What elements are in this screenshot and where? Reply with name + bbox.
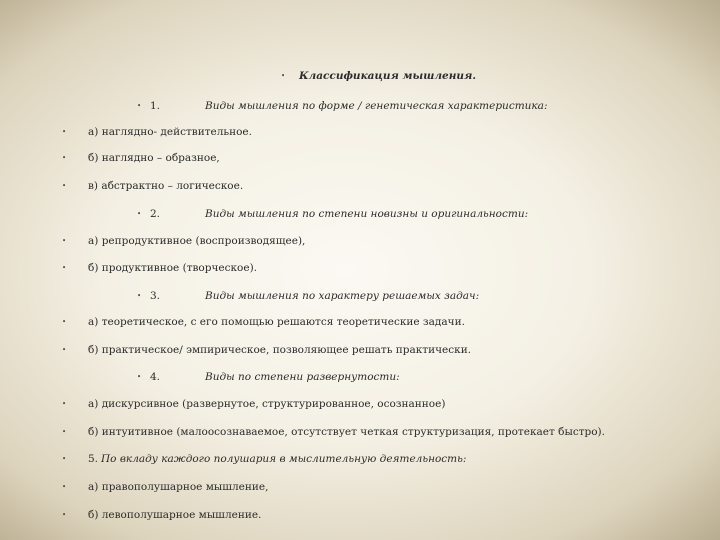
list-item-text: в) абстрактно – логическое. [88, 180, 244, 192]
bullet-icon: • [62, 511, 67, 519]
list-item [0, 124, 720, 140]
bullet-icon: • [62, 400, 67, 408]
bullet-icon: • [137, 210, 142, 218]
list-item-text: а) теоретическое, с его помощью решаются теоретические задачи. [88, 316, 465, 328]
section-heading-text: Виды мышления по характеру решаемых задач: [205, 290, 480, 302]
list-item-text: б) практическое/ эмпирическое, позволяющее решать практически. [88, 344, 472, 356]
bullet-icon: • [62, 455, 67, 463]
list-item-text: б) наглядно – образное, [88, 152, 220, 164]
section-number: 2. [150, 208, 161, 220]
section-number: 4. [150, 371, 161, 383]
section-number: 1. [150, 100, 161, 112]
list-item [0, 314, 720, 330]
section-heading-text: Виды мышления по степени новизны и оригинальности: [205, 208, 529, 220]
list-item-text: б) левополушарное мышление. [88, 509, 262, 521]
bullet-icon: • [62, 346, 67, 354]
section-heading-1 [0, 98, 720, 114]
section-heading-4 [0, 369, 720, 385]
section-heading-3 [0, 288, 720, 304]
section-heading-5 [0, 451, 720, 467]
list-item-text: б) продуктивное (творческое). [88, 262, 258, 274]
list-item [0, 233, 720, 249]
bullet-icon: • [137, 292, 142, 300]
slide-title: Классификация мышления. [299, 70, 476, 82]
list-item-text: а) правополушарное мышление, [88, 481, 269, 493]
list-item-text: а) наглядно- действительное. [88, 126, 252, 138]
list-item [0, 479, 720, 495]
bullet-icon: • [62, 428, 67, 436]
title-row [0, 68, 720, 84]
list-item-text: б) интуитивное (малоосознаваемое, отсутствует четкая структуризация, протекает быстро). [88, 426, 605, 438]
bullet-icon: • [62, 154, 67, 162]
list-item [0, 150, 720, 166]
section-number: 5. [88, 453, 99, 465]
section-heading-text: Виды мышления по форме / генетическая характеристика: [205, 100, 548, 112]
section-heading-2 [0, 206, 720, 222]
section-heading-text: По вкладу каждого полушария в мыслительную деятельность: [101, 453, 467, 465]
section-heading-text: Виды по степени развернутости: [205, 371, 400, 383]
bullet-icon: • [62, 182, 67, 190]
bullet-icon: • [62, 128, 67, 136]
bullet-icon: • [62, 483, 67, 491]
list-item [0, 342, 720, 358]
bullet-icon: • [137, 102, 142, 110]
list-item-text: а) репродуктивное (воспроизводящее), [88, 235, 306, 247]
list-item [0, 424, 720, 440]
list-item [0, 396, 720, 412]
bullet-icon: • [62, 318, 67, 326]
bullet-icon: • [62, 264, 67, 272]
bullet-icon: • [137, 373, 142, 381]
bullet-icon: • [62, 237, 67, 245]
list-item-text: а) дискурсивное (развернутое, структурированное, осознанное) [88, 398, 446, 410]
list-item [0, 178, 720, 194]
list-item [0, 260, 720, 276]
list-item [0, 507, 720, 523]
bullet-icon: • [281, 72, 286, 80]
section-number: 3. [150, 290, 161, 302]
